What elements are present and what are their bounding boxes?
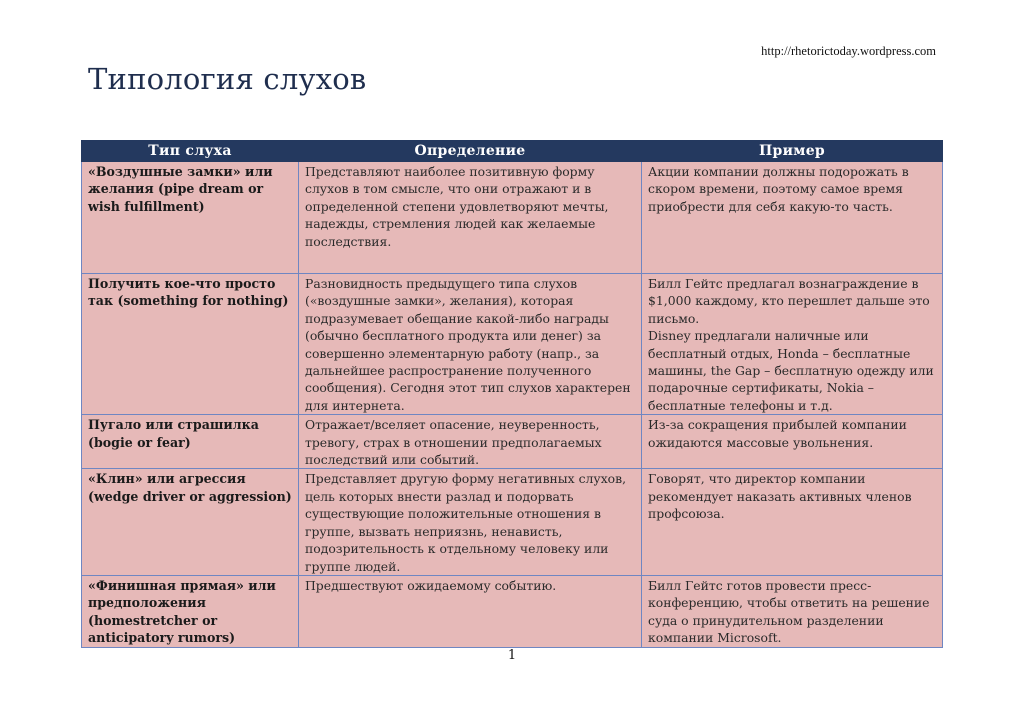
example-text: Из-за сокращения прибылей компании ожидаются массовые увольнения. [648, 417, 907, 450]
table-row [82, 469, 943, 575]
table-header-row [82, 141, 943, 162]
table-row [82, 415, 943, 469]
rumor-type-cell: «Финишная прямая» или предположения (homestretcher or anticipatory rumors) [82, 575, 299, 647]
rumor-type-cell: «Воздушные замки» или желания (pipe dream or wish fulfillment) [82, 162, 299, 274]
example-text: Disney предлагали наличные или бесплатный отдых, Honda – бесплатные машины, the Gap – бесплатную одежду или подарочные сертификаты, Nokia – бесплатные телефоны и т.д. [648, 328, 934, 413]
definition-cell: Отражает/вселяет опасение, неуверенность, тревогу, страх в отношении предполагаемых последствий или событий. [299, 415, 642, 469]
source-url: http://rhetorictoday.wordpress.com [761, 44, 936, 58]
definition-cell: Предшествуют ожидаемому событию. [299, 575, 642, 647]
example-cell [642, 575, 943, 647]
column-header-example: Пример [642, 141, 943, 162]
example-text: Билл Гейтс предлагал вознаграждение в $1,000 каждому, кто перешлет дальше это письмо. [648, 276, 930, 326]
definition-cell: Представляет другую форму негативных слухов, цель которых внести разлад и подорвать существующие положительные отношения в группе, вызвать неприязнь, ненависть, подозрительность к отдельному человеку или группе людей. [299, 469, 642, 575]
example-cell [642, 415, 943, 469]
example-text: Говорят, что директор компании рекомендует наказать активных членов профсоюза. [648, 471, 912, 522]
rumor-type-cell: «Клин» или агрессия (wedge driver or aggression) [82, 469, 299, 575]
example-cell [642, 162, 943, 274]
rumor-type-cell: Получить кое-что просто так (something for nothing) [82, 274, 299, 415]
table-row [82, 274, 943, 415]
example-text: Билл Гейтс готов провести пресс-конференцию, чтобы ответить на решение суда о принудительном разделении компании Microsoft. [648, 577, 930, 646]
column-header-definition: Определение [299, 141, 642, 162]
example-text: Акции компании должны подорожать в скором времени, поэтому самое время приобрести для себя какую-то часть. [648, 164, 909, 214]
rumor-typology-table [81, 140, 943, 648]
example-cell [642, 274, 943, 415]
column-header-type: Тип слуха [82, 141, 299, 162]
definition-cell: Разновидность предыдущего типа слухов («воздушные замки», желания), которая подразумевает обещание какой-либо награды (обычно бесплатного продукта или денег) за совершенно элементарную работу (напр., за дальнейшее распространение полученного сообщения). Сегодня этот тип слухов характерен для интернета. [299, 274, 642, 415]
rumor-type-cell: Пугало или страшилка (bogie or fear) [82, 415, 299, 469]
page-title: Типология слухов [88, 62, 367, 96]
example-cell [642, 469, 943, 575]
table-row [82, 162, 943, 274]
table-row [82, 575, 943, 647]
page-number: 1 [507, 648, 517, 663]
definition-cell: Представляют наиболее позитивную форму слухов в том смысле, что они отражают и в определенной степени удовлетворяют мечты, надежды, стремления людей как желаемые последствия. [299, 162, 642, 274]
